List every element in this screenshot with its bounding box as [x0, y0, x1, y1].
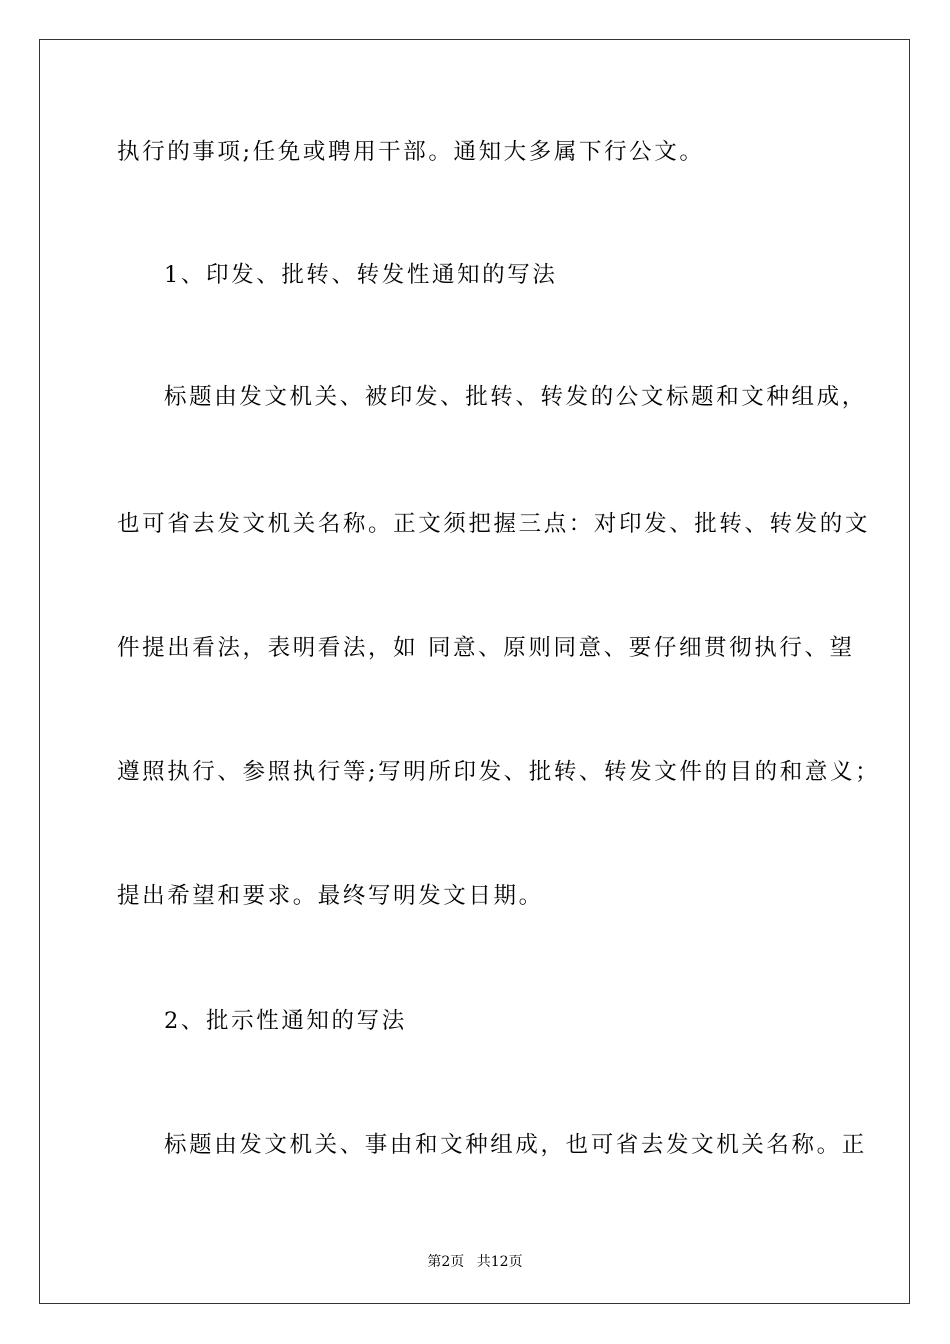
page-border — [39, 39, 910, 1304]
body-text-line: 执行的事项;任免或聘用干部。通知大多属下行公文。 — [117, 139, 705, 165]
body-text-line: 提出希望和要求。最终写明发文日期。 — [117, 883, 544, 909]
body-text-line: 件提出看法，表明看法，如 同意、原则同意、要仔细贯彻执行、望 — [117, 635, 855, 661]
page-number: 第2页 — [427, 1254, 465, 1270]
page-total: 共12页 — [476, 1254, 523, 1270]
body-text-line: 遵照执行、参照执行等;写明所印发、批转、转发文件的目的和意义； — [117, 759, 881, 785]
body-text-line: 标题由发文机关、被印发、批转、转发的公文标题和文种组成， — [164, 384, 867, 410]
body-text-line: 标题由发文机关、事由和文种组成，也可省去发文机关名称。正 — [164, 1132, 867, 1158]
body-text-line: 也可省去发文机关名称。正文须把握三点：对印发、批转、转发的文 — [117, 511, 871, 537]
section-heading: 2、批示性通知的写法 — [164, 1008, 407, 1034]
page-footer — [0, 1251, 950, 1271]
section-heading: 1、印发、批转、转发性通知的写法 — [164, 262, 558, 288]
